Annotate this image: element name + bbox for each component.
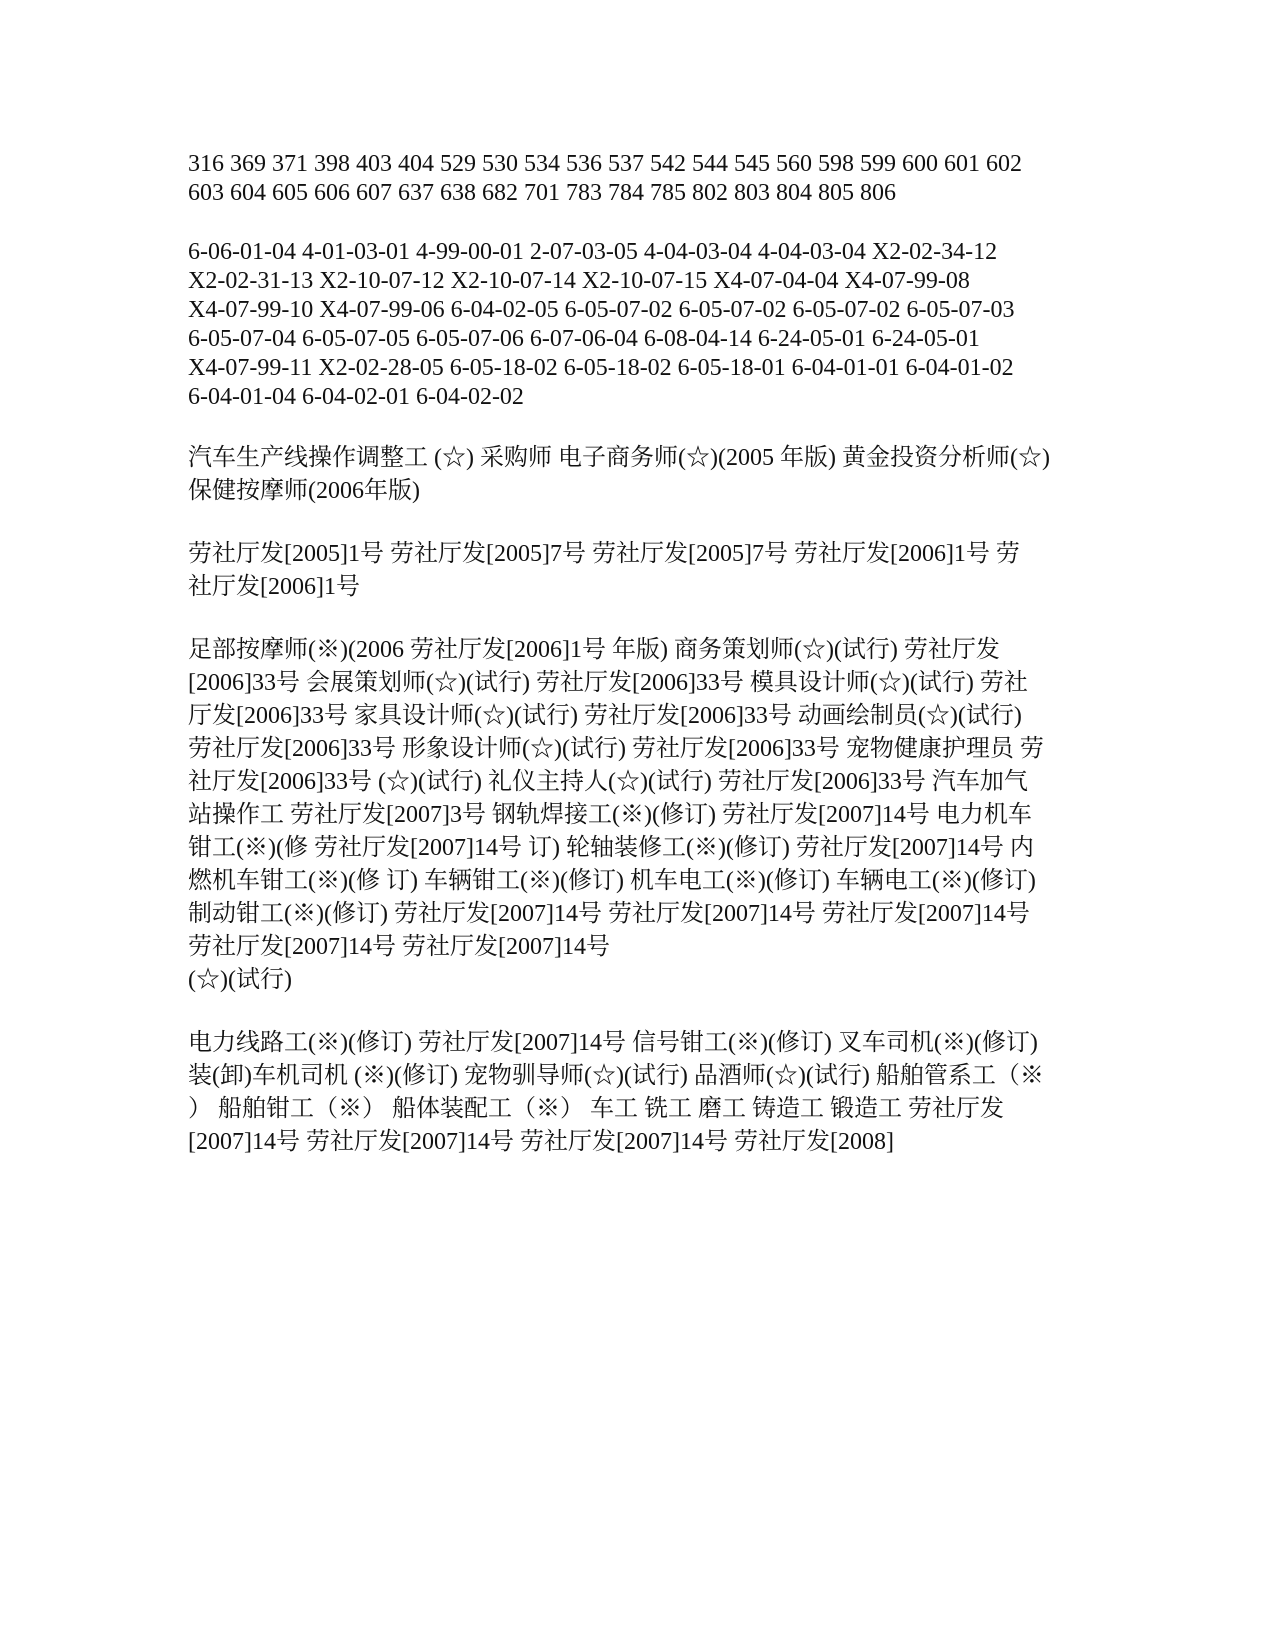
text-line: 保健按摩师(2006年版): [188, 478, 420, 504]
paragraph-document-numbers: [188, 538, 1108, 604]
text-line: 社厅发[2006]1号: [188, 574, 360, 600]
text-line: 燃机车钳工(※)(修 订) 车辆钳工(※)(修订) 机车电工(※)(修订) 车辆电工(※)(修订): [188, 868, 1036, 894]
text-line: 劳社厅发[2005]1号 劳社厅发[2005]7号 劳社厅发[2005]7号 劳社厅发[2006]1号 劳: [188, 541, 1020, 567]
text-line: 6-05-07-04 6-05-07-05 6-05-07-06 6-07-06-04 6-08-04-14 6-24-05-01 6-24-05-01: [188, 326, 980, 352]
text-line: 603 604 605 606 607 637 638 682 701 783 784 785 802 803 804 805 806: [188, 180, 896, 206]
text-line: 6-04-01-04 6-04-02-01 6-04-02-02: [188, 384, 524, 410]
paragraph-occupation-names: [188, 442, 1108, 508]
text-line: (☆)(试行): [188, 967, 292, 993]
text-line: X2-02-31-13 X2-10-07-12 X2-10-07-14 X2-10-07-15 X4-07-04-04 X4-07-99-08: [188, 268, 970, 294]
text-line: ） 船舶钳工（※） 船体装配工（※） 车工 铣工 磨工 铸造工 锻造工 劳社厅发: [188, 1096, 1004, 1122]
text-line: 6-06-01-04 4-01-03-01 4-99-00-01 2-07-03-05 4-04-03-04 4-04-03-04 X2-02-34-12: [188, 239, 998, 265]
document-page: [188, 150, 1108, 1189]
text-line: 站操作工 劳社厅发[2007]3号 钢轨焊接工(※)(修订) 劳社厅发[2007]14号 电力机车: [188, 802, 1032, 828]
text-line: 钳工(※)(修 劳社厅发[2007]14号 订) 轮轴装修工(※)(修订) 劳社厅发[2007]14号 内: [188, 835, 1034, 861]
text-line: 汽车生产线操作调整工 (☆) 采购师 电子商务师(☆)(2005 年版) 黄金投资分析师(☆): [188, 445, 1050, 471]
text-line: X4-07-99-11 X2-02-28-05 6-05-18-02 6-05-18-02 6-05-18-01 6-04-01-01 6-04-01-02: [188, 355, 1014, 381]
text-line: 电力线路工(※)(修订) 劳社厅发[2007]14号 信号钳工(※)(修订) 叉车司机(※)(修订): [188, 1030, 1038, 1056]
text-line: X4-07-99-10 X4-07-99-06 6-04-02-05 6-05-07-02 6-05-07-02 6-05-07-02 6-05-07-03: [188, 297, 1015, 323]
text-line: 装(卸)车机司机 (※)(修订) 宠物驯导师(☆)(试行) 品酒师(☆)(试行) 船舶管系工（※: [188, 1063, 1044, 1089]
text-line: 劳社厅发[2007]14号 劳社厅发[2007]14号: [188, 934, 610, 960]
text-line: 制动钳工(※)(修订) 劳社厅发[2007]14号 劳社厅发[2007]14号 劳社厅发[2007]14号: [188, 901, 1030, 927]
paragraph-occupation-codes: [188, 238, 1108, 412]
paragraph-code-numbers: [188, 150, 1108, 208]
text-line: 社厅发[2006]33号 (☆)(试行) 礼仪主持人(☆)(试行) 劳社厅发[2006]33号 汽车加气: [188, 769, 1028, 795]
text-line: [2007]14号 劳社厅发[2007]14号 劳社厅发[2007]14号 劳社厅发[2008]: [188, 1129, 894, 1155]
paragraph-occupation-list: [188, 634, 1108, 997]
paragraph-occupation-list-continued: [188, 1027, 1108, 1159]
text-line: 足部按摩师(※)(2006 劳社厅发[2006]1号 年版) 商务策划师(☆)(试行) 劳社厅发: [188, 637, 1000, 663]
text-line: 劳社厅发[2006]33号 形象设计师(☆)(试行) 劳社厅发[2006]33号 宠物健康护理员 劳: [188, 736, 1044, 762]
text-line: 316 369 371 398 403 404 529 530 534 536 537 542 544 545 560 598 599 600 601 602: [188, 151, 1022, 177]
text-line: 厅发[2006]33号 家具设计师(☆)(试行) 劳社厅发[2006]33号 动画绘制员(☆)(试行): [188, 703, 1022, 729]
text-line: [2006]33号 会展策划师(☆)(试行) 劳社厅发[2006]33号 模具设计师(☆)(试行) 劳社: [188, 670, 1028, 696]
